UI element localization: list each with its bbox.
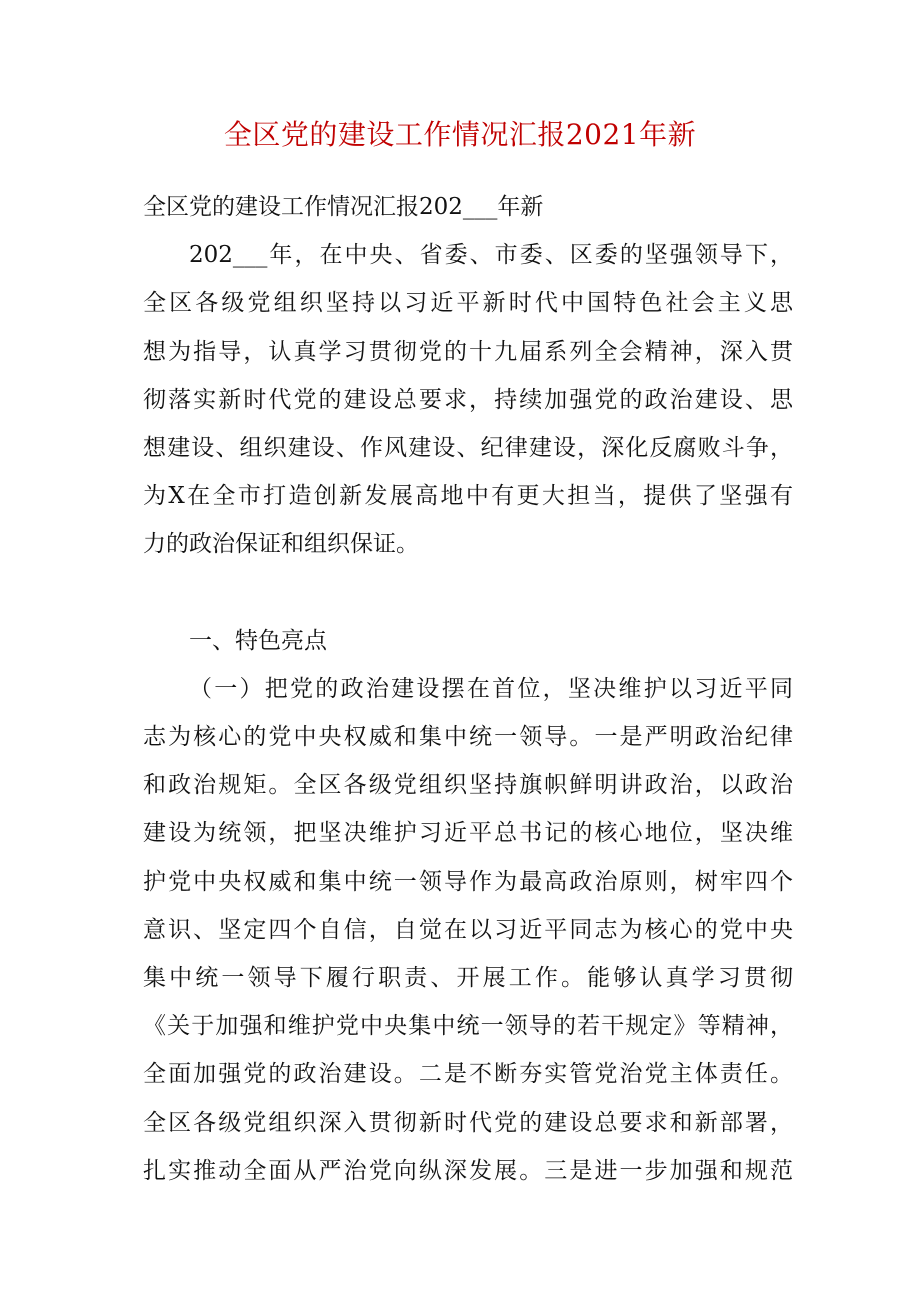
intro-line: 全区各级党组织坚持以习近平新时代中国特色社会主义思 [143, 290, 793, 317]
section-line: 建设为统领，把坚决维护习近平总书记的核心地位，坚决维 [143, 820, 793, 847]
intro-line: 想为指导，认真学习贯彻党的十九届系列全会精神，深入贯 [143, 338, 793, 365]
intro-line: 想建设、组织建设、作风建设、纪律建设，深化反腐败斗争， [143, 434, 793, 461]
intro-line: 202___年，在中央、省委、市委、区委的坚强领导下， [189, 242, 793, 269]
section-heading: 一、特色亮点 [189, 627, 327, 654]
intro-line: 力的政治保证和组织保证。 [143, 531, 419, 558]
document-subtitle: 全区党的建设工作情况汇报202___年新 [143, 194, 544, 220]
section-line: 《关于加强和维护党中央集中统一领导的若干规定》等精神， [143, 1013, 793, 1040]
section-line: 集中统一领导下履行职责、开展工作。能够认真学习贯彻 [143, 965, 793, 991]
document-title: 全区党的建设工作情况汇报2021年新 [223, 118, 697, 151]
section-line: 护党中央权威和集中统一领导作为最高政治原则，树牢四个 [143, 868, 793, 895]
section-line: 扎实推动全面从严治党向纵深发展。三是进一步加强和规范 [143, 1157, 793, 1184]
section-line: 全区各级党组织深入贯彻新时代党的建设总要求和新部署， [143, 1109, 793, 1136]
intro-line: 彻落实新时代党的建设总要求，持续加强党的政治建设、思 [143, 386, 793, 413]
section-line: 意识、坚定四个自信，自觉在以习近平同志为核心的党中央 [143, 916, 793, 943]
paragraph-gap [143, 569, 793, 617]
section-line: 和政治规矩。全区各级党组织坚持旗帜鲜明讲政治，以政治 [143, 772, 793, 799]
section-line: 志为核心的党中央权威和集中统一领导。一是严明政治纪律 [143, 724, 793, 751]
intro-line: 为X在全市打造创新发展高地中有更大担当，提供了坚强有 [143, 483, 793, 510]
section-line: （一）把党的政治建设摆在首位，坚决维护以习近平同 [189, 675, 793, 702]
section-line: 全面加强党的政治建设。二是不断夯实管党治党主体责任。 [143, 1061, 793, 1088]
document-body [143, 183, 793, 1195]
